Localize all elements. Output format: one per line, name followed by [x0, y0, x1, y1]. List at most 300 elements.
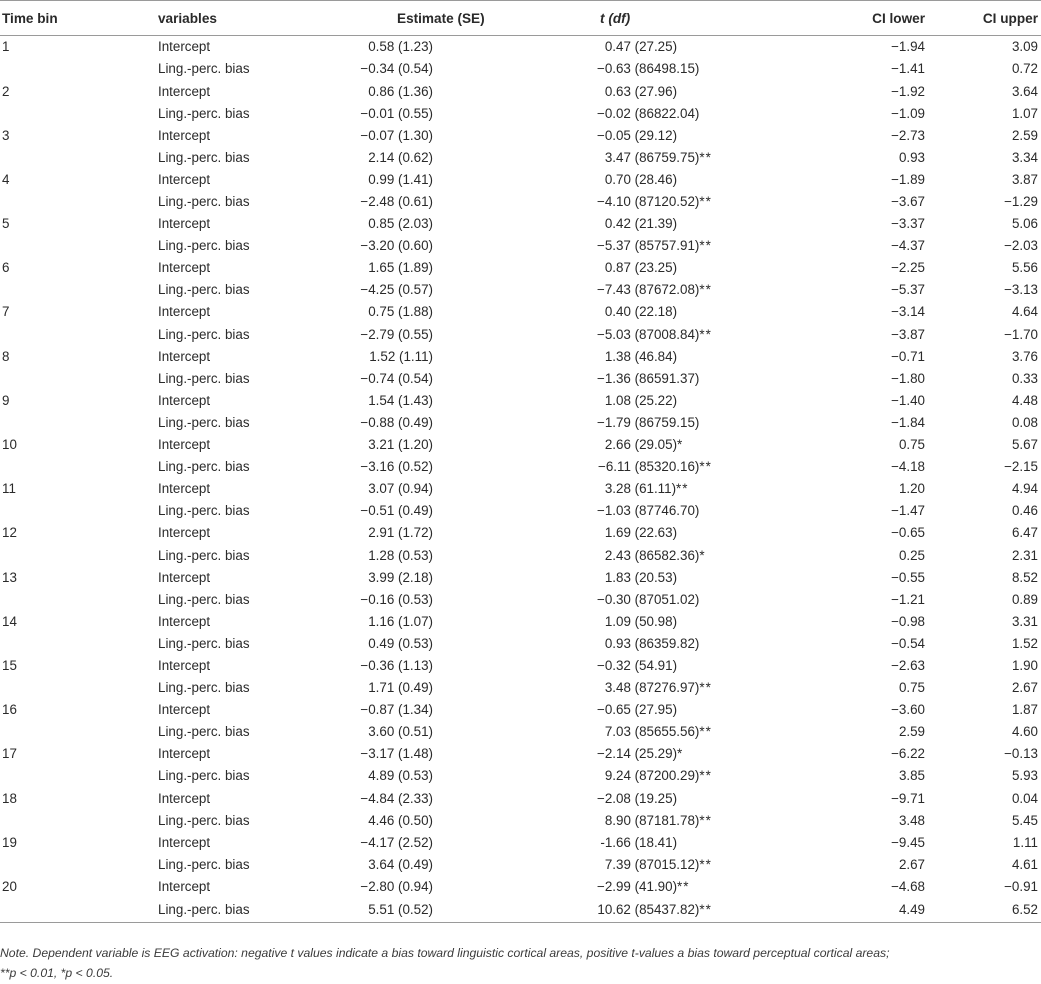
cell-estimate: [338, 831, 597, 853]
cell-t-df: [597, 36, 825, 59]
cell-ci-lower: 3.48: [898, 812, 925, 828]
cell-variable: Intercept: [158, 437, 211, 453]
cell-t-value: −2.14 (25.29): [597, 746, 678, 762]
cell-t-value: −1.36 (86591.37): [597, 370, 700, 386]
cell-t-df: [597, 434, 825, 456]
cell-ci-lower: 4.49: [825, 898, 925, 923]
table-row: [0, 412, 1041, 434]
cell-estimate: [338, 213, 597, 235]
cell-ci-upper: 0.89: [1011, 591, 1038, 607]
cell-t-df: [597, 323, 825, 345]
cell-t-value: 0.87 (23.25): [604, 260, 678, 276]
cell-estimate-value: 4.46 (0.50): [368, 812, 433, 828]
cell-time-bin: 15: [2, 657, 17, 673]
cell-ci-upper: 2.59: [1011, 127, 1038, 143]
cell-ci-upper: 5.06: [1011, 216, 1038, 232]
cell-estimate: [338, 146, 597, 168]
cell-ci-lower: −1.94: [891, 39, 925, 55]
cell-estimate: [338, 898, 597, 923]
table-row: [0, 213, 1041, 235]
cell-t-value: 0.63 (27.96): [604, 83, 678, 99]
cell-ci-upper: −2.15: [1004, 459, 1038, 475]
cell-t-df: [597, 102, 825, 124]
cell-time-bin: [0, 588, 158, 610]
cell-variable: Ling.-perc. bias: [158, 326, 250, 342]
table-row: [0, 765, 1041, 787]
cell-ci-upper: 4.94: [1011, 481, 1038, 497]
cell-ci-upper: −0.91: [1004, 878, 1038, 894]
cell-estimate-value: 0.99 (1.41): [368, 171, 433, 187]
significance-marker: **: [699, 901, 712, 917]
table-row: [0, 677, 1041, 699]
table-row: [0, 699, 1041, 721]
table-row: [0, 853, 1041, 875]
cell-t-df: [597, 58, 825, 80]
cell-ci-lower: −3.60: [891, 702, 925, 718]
table-row: [0, 345, 1041, 367]
table-body: [0, 36, 1041, 923]
table-note: [0, 943, 970, 983]
cell-estimate: [338, 257, 597, 279]
cell-t-value: −5.03 (87008.84): [597, 326, 700, 342]
cell-estimate-value: −0.88 (0.49): [360, 414, 433, 430]
cell-estimate-value: 1.52 (1.11): [369, 348, 433, 364]
cell-variable: Ling.-perc. bias: [158, 459, 250, 475]
cell-estimate: [338, 633, 597, 655]
cell-time-bin: [0, 544, 158, 566]
significance-marker: **: [699, 282, 712, 298]
significance-marker: **: [699, 680, 712, 696]
cell-ci-upper: −3.13: [1004, 282, 1038, 298]
cell-variable: Ling.-perc. bias: [158, 898, 338, 923]
table-row: [0, 876, 1041, 898]
cell-t-df: [597, 566, 825, 588]
cell-estimate-value: 0.86 (1.36): [368, 83, 433, 99]
cell-estimate-value: −0.74 (0.54): [360, 370, 433, 386]
cell-variable: Intercept: [158, 392, 211, 408]
cell-estimate: [338, 610, 597, 632]
cell-ci-upper: −1.29: [1004, 194, 1038, 209]
cell-t-df: [597, 301, 825, 323]
cell-variable: Ling.-perc. bias: [158, 635, 250, 651]
cell-t-value: 9.24 (87200.29): [604, 768, 700, 784]
cell-t-value: −4.10 (87120.52): [597, 194, 700, 209]
cell-variable: Intercept: [158, 127, 211, 143]
table-row: [0, 235, 1041, 257]
cell-ci-upper: −1.70: [1004, 326, 1038, 342]
header-t-df: [597, 1, 825, 36]
cell-estimate-value: 1.16 (1.07): [368, 613, 433, 629]
cell-variable: Intercept: [158, 613, 211, 629]
cell-ci-lower: −5.37: [891, 282, 925, 298]
cell-t-value: 10.62 (85437.82): [597, 901, 700, 917]
cell-estimate-value: 1.71 (0.49): [368, 680, 433, 696]
cell-ci-lower: 2.67: [898, 856, 925, 872]
significance-marker: **: [699, 768, 712, 784]
significance-marker: **: [699, 238, 712, 254]
cell-t-df: [597, 169, 825, 191]
cell-estimate-value: 3.60 (0.51): [368, 724, 433, 740]
cell-estimate-value: −0.87 (1.34): [360, 702, 433, 718]
cell-ci-lower: 1.20: [898, 481, 925, 497]
cell-ci-upper: 4.60: [1011, 724, 1038, 740]
cell-time-bin: 17: [2, 746, 17, 762]
cell-ci-lower: −1.89: [891, 171, 925, 187]
cell-ci-upper: 3.76: [1011, 348, 1038, 364]
cell-estimate: [338, 191, 597, 213]
cell-variable: Ling.-perc. bias: [158, 856, 250, 872]
cell-estimate: [338, 566, 597, 588]
cell-estimate: [338, 58, 597, 80]
cell-estimate: [338, 765, 597, 787]
table-row: [0, 478, 1041, 500]
cell-estimate-value: −0.07 (1.30): [360, 127, 433, 143]
cell-variable: Ling.-perc. bias: [158, 105, 250, 121]
cell-estimate: [338, 301, 597, 323]
cell-estimate: [338, 522, 597, 544]
table-row: [0, 257, 1041, 279]
cell-ci-upper: 5.56: [1011, 260, 1038, 276]
cell-t-df: [597, 610, 825, 632]
cell-estimate-value: −0.01 (0.55): [360, 105, 433, 121]
cell-ci-upper: 8.52: [1011, 569, 1038, 585]
cell-estimate-value: 3.99 (2.18): [368, 569, 433, 585]
cell-t-value: −0.05 (29.12): [597, 127, 678, 143]
cell-time-bin: 20: [2, 878, 17, 894]
cell-time-bin: 2: [2, 83, 10, 99]
significance-marker: **: [699, 149, 712, 165]
table-row: [0, 58, 1041, 80]
cell-variable: Ling.-perc. bias: [158, 194, 250, 209]
cell-t-df: [597, 522, 825, 544]
cell-t-value: 1.38 (46.84): [604, 348, 678, 364]
cell-estimate: [338, 544, 597, 566]
table-row: [0, 169, 1041, 191]
cell-t-value: −0.30 (87051.02): [597, 591, 700, 607]
cell-estimate: [338, 390, 597, 412]
table-row: [0, 522, 1041, 544]
cell-estimate: [338, 323, 597, 345]
table-row: [0, 588, 1041, 610]
cell-variable: Ling.-perc. bias: [158, 768, 250, 784]
cell-ci-lower: −1.21: [891, 591, 925, 607]
cell-ci-lower: −3.14: [891, 304, 925, 320]
table-row: [0, 809, 1041, 831]
cell-time-bin: 6: [2, 260, 10, 276]
cell-ci-upper: 3.09: [1011, 39, 1038, 55]
cell-t-value: 0.40 (22.18): [604, 304, 678, 320]
cell-ci-upper: 0.04: [1011, 790, 1038, 806]
cell-variable: Intercept: [158, 348, 211, 364]
table-row: [0, 102, 1041, 124]
cell-t-df: [597, 588, 825, 610]
cell-time-bin: 5: [2, 216, 10, 232]
table-row: [0, 787, 1041, 809]
table-row: [0, 655, 1041, 677]
cell-ci-lower: −3.67: [891, 194, 925, 209]
cell-variable: Ling.-perc. bias: [158, 591, 250, 607]
cell-ci-upper: 3.34: [1011, 149, 1038, 165]
cell-time-bin: [0, 456, 158, 478]
significance-marker: **: [676, 481, 689, 497]
cell-t-df: [597, 787, 825, 809]
cell-t-df: [597, 456, 825, 478]
cell-variable: Ling.-perc. bias: [158, 503, 250, 519]
cell-ci-lower: 3.85: [898, 768, 925, 784]
cell-ci-upper: 3.31: [1011, 613, 1038, 629]
header-ci-lower: CI lower: [825, 1, 925, 36]
cell-ci-lower: 0.93: [898, 149, 925, 165]
cell-ci-upper: −2.03: [1004, 238, 1038, 254]
cell-variable: Ling.-perc. bias: [158, 370, 250, 386]
cell-estimate: [338, 500, 597, 522]
cell-t-df: [597, 390, 825, 412]
cell-estimate: [338, 456, 597, 478]
significance-marker: *: [699, 547, 706, 563]
cell-ci-lower: −2.73: [891, 127, 925, 143]
cell-estimate-value: 2.91 (1.72): [368, 525, 433, 541]
cell-estimate-value: −4.25 (0.57): [360, 282, 433, 298]
cell-ci-upper: 5.67: [1011, 437, 1038, 453]
cell-ci-upper: 3.64: [1011, 83, 1038, 99]
cell-estimate: [338, 853, 597, 875]
cell-estimate-value: −3.20 (0.60): [360, 238, 433, 254]
cell-estimate-value: −0.51 (0.49): [360, 503, 433, 519]
significance-marker: **: [699, 812, 712, 828]
cell-variable: Intercept: [158, 525, 211, 541]
cell-t-value: 1.83 (20.53): [604, 569, 678, 585]
cell-variable: Intercept: [158, 878, 211, 894]
cell-time-bin: [0, 853, 158, 875]
cell-ci-lower: −9.71: [891, 790, 925, 806]
significance-marker: **: [677, 878, 690, 894]
cell-estimate-value: −2.80 (0.94): [360, 878, 433, 894]
cell-t-df: [597, 721, 825, 743]
cell-estimate: [338, 279, 597, 301]
cell-t-df: [597, 367, 825, 389]
table-row: [0, 743, 1041, 765]
cell-variable: Ling.-perc. bias: [158, 547, 250, 563]
cell-ci-upper: 5.45: [1011, 812, 1038, 828]
cell-estimate: [338, 588, 597, 610]
cell-t-value: −6.11 (85320.16): [598, 459, 700, 475]
cell-variable: Ling.-perc. bias: [158, 238, 250, 254]
cell-ci-upper: 6.47: [1011, 525, 1038, 541]
cell-ci-upper: 2.31: [1011, 547, 1038, 563]
significance-marker: **: [699, 326, 712, 342]
cell-estimate: [338, 367, 597, 389]
cell-t-df: [597, 213, 825, 235]
cell-ci-upper: 1.90: [1011, 657, 1038, 673]
cell-ci-upper: 3.87: [1011, 171, 1038, 187]
cell-ci-upper: 0.08: [1011, 414, 1038, 430]
cell-ci-lower: −4.68: [891, 878, 925, 894]
cell-ci-upper: 0.33: [1011, 370, 1038, 386]
cell-time-bin: [0, 367, 158, 389]
cell-time-bin: 8: [2, 348, 10, 364]
cell-t-df: [597, 743, 825, 765]
cell-estimate-value: 1.54 (1.43): [368, 392, 433, 408]
table-row: [0, 124, 1041, 146]
cell-time-bin: [0, 765, 158, 787]
cell-estimate-value: −2.48 (0.61): [360, 194, 433, 209]
cell-t-df: [597, 80, 825, 102]
cell-time-bin: 19: [2, 834, 17, 850]
cell-estimate: [338, 876, 597, 898]
cell-variable: Intercept: [158, 702, 211, 718]
cell-ci-lower: 0.75: [898, 437, 925, 453]
cell-t-value: 0.47 (27.25): [604, 39, 678, 55]
cell-time-bin: [0, 279, 158, 301]
cell-time-bin: [0, 323, 158, 345]
cell-time-bin: 9: [2, 392, 10, 408]
cell-t-value: −2.08 (19.25): [597, 790, 678, 806]
cell-ci-lower: −1.80: [891, 370, 925, 386]
cell-ci-lower: −2.63: [891, 657, 925, 673]
cell-estimate-value: −4.17 (2.52): [360, 834, 433, 850]
cell-time-bin: [0, 102, 158, 124]
table-row: [0, 434, 1041, 456]
cell-ci-lower: 0.75: [898, 680, 925, 696]
cell-time-bin: 1: [2, 39, 10, 55]
cell-ci-upper: 1.07: [1011, 105, 1038, 121]
cell-ci-upper: 0.72: [1011, 61, 1038, 77]
cell-ci-upper: 1.11: [1012, 834, 1038, 850]
cell-t-df: [597, 633, 825, 655]
cell-t-df: [597, 765, 825, 787]
cell-estimate-value: −4.84 (2.33): [360, 790, 433, 806]
cell-estimate: [338, 36, 597, 59]
cell-time-bin: [0, 633, 158, 655]
cell-estimate: [338, 169, 597, 191]
significance-marker: *: [677, 746, 684, 762]
cell-t-df: [597, 809, 825, 831]
header-t-label: t: [600, 10, 605, 26]
cell-t-value: 2.66 (29.05): [604, 437, 678, 453]
cell-estimate-value: 3.64 (0.49): [368, 856, 433, 872]
cell-time-bin: 11: [2, 481, 16, 497]
cell-variable: Ling.-perc. bias: [158, 149, 250, 165]
cell-time-bin: [0, 58, 158, 80]
cell-t-df: [597, 191, 825, 213]
header-df-label: (df): [608, 10, 631, 26]
cell-t-value: 2.43 (86582.36): [604, 547, 700, 563]
significance-marker: **: [699, 724, 712, 740]
cell-ci-lower: −4.37: [891, 238, 925, 254]
cell-estimate: [338, 124, 597, 146]
cell-t-value: 3.28 (61.11): [604, 481, 677, 497]
cell-estimate-value: 0.58 (1.23): [368, 39, 433, 55]
cell-ci-lower: −0.65: [891, 525, 925, 541]
table-row: [0, 633, 1041, 655]
header-row: [0, 1, 1041, 36]
cell-t-value: −2.99 (41.90): [597, 878, 678, 894]
cell-t-df: [597, 412, 825, 434]
cell-time-bin: [0, 809, 158, 831]
cell-estimate-value: 1.28 (0.53): [368, 547, 433, 563]
header-time-bin: Time bin: [0, 1, 158, 36]
cell-t-value: −1.03 (87746.70): [597, 503, 700, 519]
cell-t-value: -1.66 (18.41): [600, 834, 678, 850]
cell-ci-lower: 2.59: [898, 724, 925, 740]
cell-estimate-value: −2.79 (0.55): [360, 326, 433, 342]
cell-time-bin: [0, 500, 158, 522]
significance-marker: **: [699, 856, 712, 872]
cell-estimate-value: 3.21 (1.20): [368, 437, 433, 453]
cell-ci-lower: −0.98: [891, 613, 925, 629]
cell-time-bin: 7: [2, 304, 10, 320]
cell-variable: Intercept: [158, 83, 211, 99]
cell-variable: Ling.-perc. bias: [158, 680, 250, 696]
cell-time-bin: [0, 412, 158, 434]
cell-ci-lower: −3.37: [891, 216, 925, 232]
cell-estimate: [338, 787, 597, 809]
table-row: [0, 721, 1041, 743]
cell-ci-lower: −3.87: [891, 326, 925, 342]
cell-variable: Intercept: [158, 746, 211, 762]
cell-variable: Intercept: [158, 304, 211, 320]
cell-t-df: [597, 655, 825, 677]
cell-variable: Intercept: [158, 481, 211, 497]
cell-variable: Ling.-perc. bias: [158, 61, 250, 77]
cell-estimate-value: −0.34 (0.54): [360, 61, 433, 77]
cell-t-df: [597, 146, 825, 168]
cell-t-value: 1.69 (22.63): [604, 525, 678, 541]
cell-time-bin: [0, 898, 158, 923]
significance-marker: **: [699, 459, 712, 475]
cell-ci-upper: 6.52: [925, 898, 1041, 923]
cell-t-value: −0.32 (54.91): [597, 657, 678, 673]
cell-t-df: [597, 257, 825, 279]
cell-estimate-value: 1.65 (1.89): [368, 260, 433, 276]
cell-estimate-value: −0.16 (0.53): [360, 591, 433, 607]
cell-time-bin: [0, 721, 158, 743]
cell-time-bin: [0, 146, 158, 168]
cell-variable: Intercept: [158, 569, 211, 585]
cell-ci-lower: −1.41: [891, 61, 925, 77]
cell-t-value: 0.42 (21.39): [604, 216, 678, 232]
cell-t-value: 3.48 (87276.97): [604, 680, 700, 696]
cell-t-value: −0.63 (86498.15): [597, 61, 700, 77]
table-row: [0, 566, 1041, 588]
cell-time-bin: 12: [2, 525, 17, 541]
cell-t-value: −1.79 (86759.15): [597, 414, 700, 430]
cell-t-value: −0.02 (86822.04): [597, 105, 700, 121]
cell-ci-upper: 2.67: [1011, 680, 1038, 696]
table-row: [0, 898, 1041, 923]
cell-estimate-value: 0.85 (2.03): [368, 216, 433, 232]
header-variables: variables: [158, 1, 338, 36]
cell-time-bin: 18: [2, 790, 17, 806]
cell-variable: Intercept: [158, 216, 211, 232]
cell-estimate: [338, 677, 597, 699]
cell-ci-lower: −4.18: [891, 459, 925, 475]
cell-variable: Intercept: [158, 260, 211, 276]
cell-ci-lower: −6.22: [891, 746, 925, 762]
table-row: [0, 610, 1041, 632]
cell-estimate: [338, 102, 597, 124]
cell-ci-lower: −1.47: [891, 503, 925, 519]
table-row: [0, 36, 1041, 59]
cell-variable: Intercept: [158, 171, 211, 187]
table-row: [0, 146, 1041, 168]
cell-estimate: [338, 235, 597, 257]
cell-estimate: [338, 655, 597, 677]
cell-ci-upper: 5.93: [1011, 768, 1038, 784]
cell-variable: Ling.-perc. bias: [158, 812, 250, 828]
cell-t-df: [597, 898, 825, 923]
cell-ci-lower: −9.45: [891, 834, 925, 850]
